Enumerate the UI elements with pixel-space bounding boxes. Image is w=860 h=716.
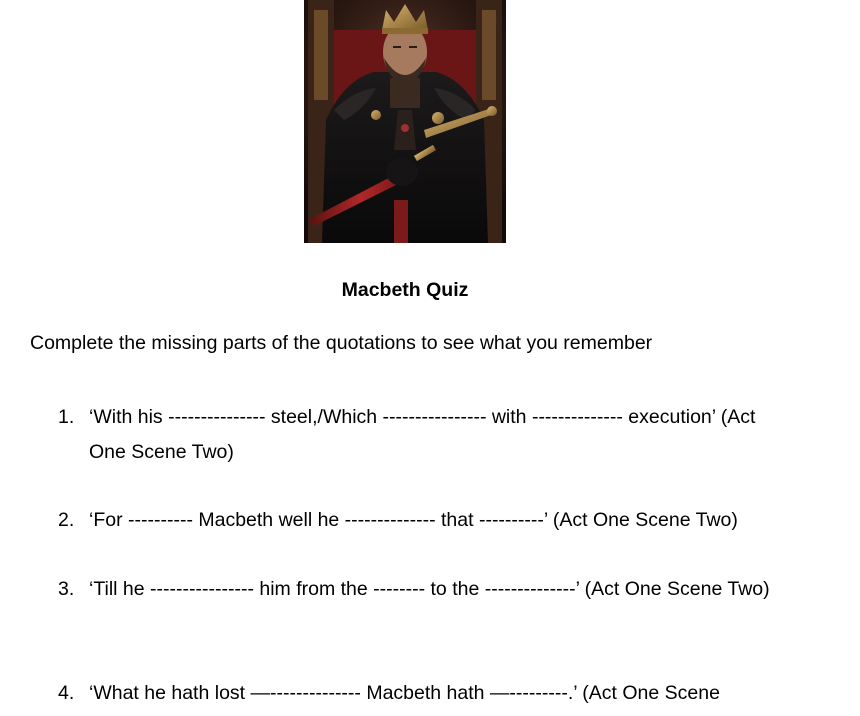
macbeth-portrait-image xyxy=(304,0,506,243)
question-number: 3. xyxy=(58,578,75,600)
question-number: 1. xyxy=(58,406,75,428)
macbeth-portrait-illustration xyxy=(304,0,506,243)
quiz-question-2 xyxy=(58,503,788,538)
question-number: 2. xyxy=(58,509,75,531)
quiz-instructions: Complete the missing parts of the quotations to see what you remember xyxy=(30,332,653,354)
question-text: ‘What he hath lost —-------------- Macbeth hath —---------.’ (Act One Scene xyxy=(89,682,720,704)
quiz-question-3 xyxy=(58,572,788,607)
question-text: ‘For ---------- Macbeth well he -------------- that ----------’ (Act One Scene Two) xyxy=(89,509,738,531)
quiz-question-4 xyxy=(58,676,788,711)
quiz-question-1 xyxy=(58,400,788,469)
question-number: 4. xyxy=(58,682,75,704)
page-title: Macbeth Quiz xyxy=(341,279,469,301)
question-text: ‘Till he ---------------- him from the -------- to the --------------’ (Act One Scene Two) xyxy=(89,578,770,600)
question-text: ‘With his --------------- steel,/Which ---------------- with -------------- execution’ (Act One Scene Two) xyxy=(89,406,756,463)
